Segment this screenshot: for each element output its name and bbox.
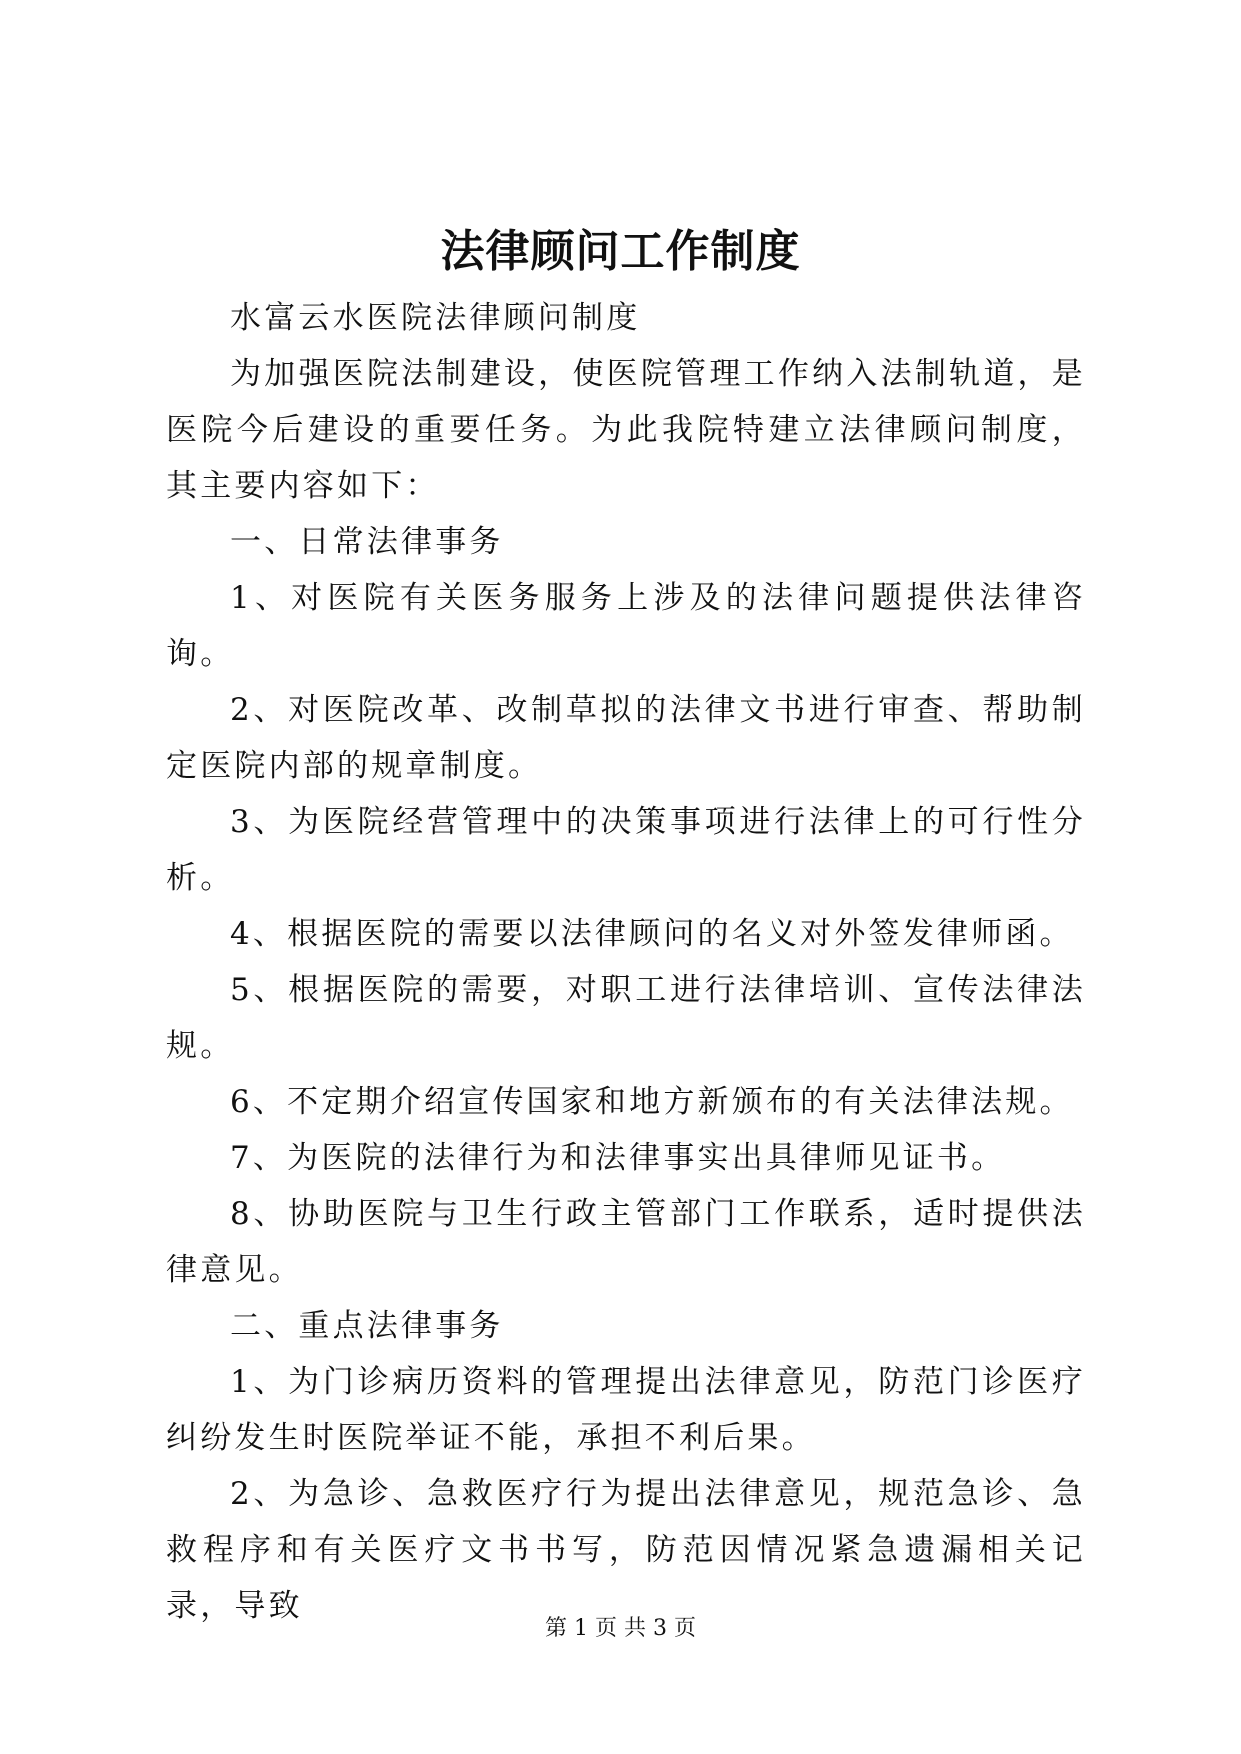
section-heading-daily: 一、日常法律事务 [230, 524, 504, 560]
paragraph-item: 5、根据医院的需要，对职工进行法律培训、宣传法律法规。 [166, 972, 1086, 1064]
paragraph-item: 8、协助医院与卫生行政主管部门工作联系，适时提供法律意见。 [166, 1196, 1086, 1288]
document-title: 法律顾问工作制度 [440, 226, 801, 277]
paragraph-intro: 为加强医院法制建设，使医院管理工作纳入法制轨道，是医院今后建设的重要任务。为此我院特建立法律顾问制度，其主要内容如下： [166, 356, 1086, 504]
paragraph-item: 2、为急诊、急救医疗行为提出法律意见，规范急诊、急救程序和有关医疗文书书写，防范因情况紧急遗漏相关记录，导致 [166, 1476, 1086, 1624]
paragraph-item: 7、为医院的法律行为和法律事实出具律师见证书。 [230, 1140, 1006, 1176]
paragraph-subtitle: 水富云水医院法律顾问制度 [230, 300, 641, 336]
paragraph-item: 3、为医院经营管理中的决策事项进行法律上的可行性分析。 [166, 804, 1086, 896]
page-footer: 第 1 页 共 3 页 [545, 1616, 696, 1641]
document-body [166, 290, 1086, 1634]
paragraph-item: 4、根据医院的需要以法律顾问的名义对外签发律师函。 [230, 916, 1074, 952]
paragraph-item: 1、对医院有关医务服务上涉及的法律问题提供法律咨询。 [166, 580, 1086, 672]
section-heading-key: 二、重点法律事务 [230, 1308, 504, 1344]
paragraph-item: 1、为门诊病历资料的管理提出法律意见，防范门诊医疗纠纷发生时医院举证不能，承担不利后果。 [166, 1364, 1086, 1456]
paragraph-item: 6、不定期介绍宣传国家和地方新颁布的有关法律法规。 [230, 1084, 1074, 1120]
paragraph-item: 2、对医院改革、改制草拟的法律文书进行审查、帮助制定医院内部的规章制度。 [166, 692, 1086, 784]
